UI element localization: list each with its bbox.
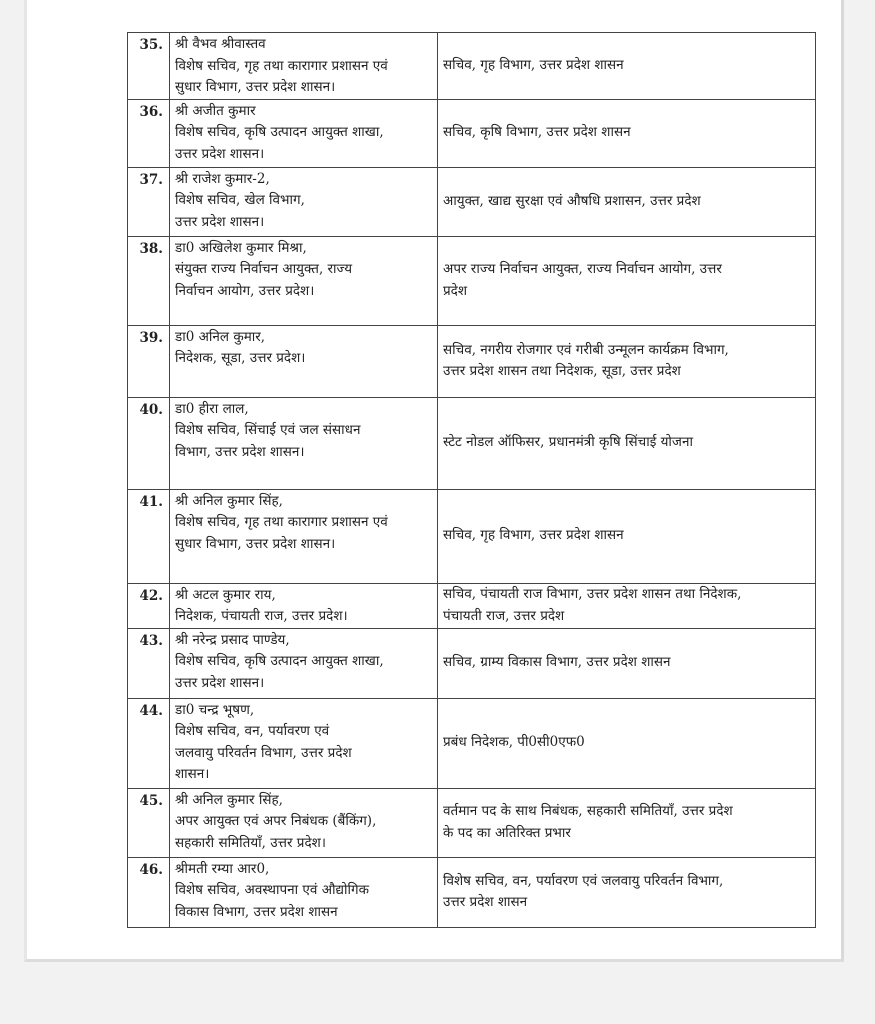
serial-number: 42. bbox=[128, 583, 170, 628]
officer-line: निदेशक, सूडा, उत्तर प्रदेश। bbox=[175, 350, 306, 366]
officer-line: विशेष सचिव, गृह तथा कारागार प्रशासन एवं bbox=[175, 57, 388, 74]
officer-cell bbox=[170, 628, 438, 698]
table-row bbox=[128, 698, 816, 788]
posting-line: उत्तर प्रदेश शासन तथा निदेशक, सूडा, उत्तर प्रदेश bbox=[443, 363, 681, 379]
new-posting-cell bbox=[438, 788, 816, 857]
serial-number: 37. bbox=[128, 167, 170, 236]
new-posting-cell bbox=[438, 33, 816, 100]
officer-line: श्री अनिल कुमार सिंह, bbox=[175, 791, 283, 808]
posting-line: के पद का अतिरिक्त प्रभार bbox=[443, 824, 571, 841]
posting-line: उत्तर प्रदेश शासन bbox=[443, 894, 528, 910]
posting-line: प्रदेश bbox=[443, 282, 468, 299]
officer-line: डा0 अनिल कुमार, bbox=[175, 328, 266, 345]
officer-line: विभाग, उत्तर प्रदेश शासन। bbox=[175, 443, 305, 460]
officer-line: सुधार विभाग, उत्तर प्रदेश शासन। bbox=[175, 79, 336, 95]
officer-line: विशेष सचिव, सिंचाई एवं जल संसाधन bbox=[175, 422, 361, 438]
table-row bbox=[128, 236, 816, 325]
officer-line: विशेष सचिव, अवस्थापना एवं औद्योगिक bbox=[175, 882, 369, 898]
posting-line: सचिव, पंचायती राज विभाग, उत्तर प्रदेश शासन तथा निदेशक, bbox=[443, 586, 742, 602]
new-posting-cell bbox=[438, 397, 816, 489]
officer-line: श्री नरेन्द्र प्रसाद पाण्डेय, bbox=[175, 631, 290, 648]
new-posting-cell bbox=[438, 583, 816, 628]
posting-line: वर्तमान पद के साथ निबंधक, सहकारी समितियाँ, उत्तर प्रदेश bbox=[443, 803, 733, 819]
new-posting-cell bbox=[438, 698, 816, 788]
serial-number: 39. bbox=[128, 325, 170, 397]
officer-line: डा0 अखिलेश कुमार मिश्रा, bbox=[175, 239, 307, 256]
posting-line: अपर राज्य निर्वाचन आयुक्त, राज्य निर्वाचन आयोग, उत्तर bbox=[443, 261, 722, 277]
posting-line: स्टेट नोडल ऑफिसर, प्रधानमंत्री कृषि सिंचाई योजना bbox=[443, 434, 693, 451]
posting-line: सचिव, गृह विभाग, उत्तर प्रदेश शासन bbox=[443, 57, 624, 73]
officer-line: जलवायु परिवर्तन विभाग, उत्तर प्रदेश bbox=[175, 744, 352, 761]
new-posting-cell bbox=[438, 857, 816, 927]
serial-number: 46. bbox=[128, 857, 170, 927]
officer-cell bbox=[170, 325, 438, 397]
serial-number: 38. bbox=[128, 236, 170, 325]
table-row bbox=[128, 583, 816, 628]
serial-number: 36. bbox=[128, 99, 170, 167]
serial-number: 45. bbox=[128, 788, 170, 857]
officer-line: उत्तर प्रदेश शासन। bbox=[175, 145, 265, 162]
officer-line: श्री अटल कुमार राय, bbox=[175, 586, 276, 603]
officer-line: सहकारी समितियाँ, उत्तर प्रदेश। bbox=[175, 834, 326, 851]
officer-line: विशेष सचिव, वन, पर्यावरण एवं bbox=[175, 723, 330, 739]
officer-cell bbox=[170, 583, 438, 628]
posting-line: प्रबंध निदेशक, पी0सी0एफ0 bbox=[443, 734, 585, 751]
table-row bbox=[128, 397, 816, 489]
serial-number: 40. bbox=[128, 397, 170, 489]
table-row bbox=[128, 788, 816, 857]
new-posting-cell bbox=[438, 167, 816, 236]
officer-line: निर्वाचन आयोग, उत्तर प्रदेश। bbox=[175, 282, 315, 299]
table-body bbox=[128, 33, 816, 928]
table-row bbox=[128, 167, 816, 236]
serial-number: 35. bbox=[128, 33, 170, 100]
table-row bbox=[128, 628, 816, 698]
officer-line: श्री अनिल कुमार सिंह, bbox=[175, 492, 283, 509]
officer-line: विशेष सचिव, कृषि उत्पादन आयुक्त शाखा, bbox=[175, 653, 384, 669]
officer-line: श्री वैभव श्रीवास्तव bbox=[175, 36, 266, 52]
officer-line: श्री अजीत कुमार bbox=[175, 102, 256, 119]
table-row bbox=[128, 489, 816, 583]
posting-line: पंचायती राज, उत्तर प्रदेश bbox=[443, 607, 565, 624]
officer-line: विकास विभाग, उत्तर प्रदेश शासन bbox=[175, 903, 338, 920]
officer-line: विशेष सचिव, कृषि उत्पादन आयुक्त शाखा, bbox=[175, 124, 384, 140]
officer-cell bbox=[170, 788, 438, 857]
new-posting-cell bbox=[438, 99, 816, 167]
officer-line: शासन। bbox=[175, 766, 210, 782]
officer-line: संयुक्त राज्य निर्वाचन आयुक्त, राज्य bbox=[175, 261, 353, 277]
posting-line: विशेष सचिव, वन, पर्यावरण एवं जलवायु परिवर्तन विभाग, bbox=[443, 872, 724, 889]
officer-line: श्री राजेश कुमार-2, bbox=[175, 170, 270, 187]
officer-line: विशेष सचिव, खेल विभाग, bbox=[175, 192, 305, 208]
officer-line: विशेष सचिव, गृह तथा कारागार प्रशासन एवं bbox=[175, 514, 388, 530]
serial-number: 44. bbox=[128, 698, 170, 788]
table-row bbox=[128, 33, 816, 100]
posting-line: सचिव, ग्राम्य विकास विभाग, उत्तर प्रदेश शासन bbox=[443, 654, 671, 671]
officer-cell bbox=[170, 489, 438, 583]
officer-cell bbox=[170, 99, 438, 167]
officer-line: डा0 चन्द्र भूषण, bbox=[175, 701, 255, 718]
new-posting-cell bbox=[438, 236, 816, 325]
new-posting-cell bbox=[438, 489, 816, 583]
officer-line: अपर आयुक्त एवं अपर निबंधक (बैंकिंग), bbox=[175, 813, 377, 829]
officer-cell bbox=[170, 698, 438, 788]
posting-line: सचिव, गृह विभाग, उत्तर प्रदेश शासन bbox=[443, 527, 624, 544]
officer-line: निदेशक, पंचायती राज, उत्तर प्रदेश। bbox=[175, 608, 348, 624]
posting-line: सचिव, नगरीय रोजगार एवं गरीबी उन्मूलन कार्यक्रम विभाग, bbox=[443, 341, 729, 358]
serial-number: 41. bbox=[128, 489, 170, 583]
table-row bbox=[128, 99, 816, 167]
serial-number: 43. bbox=[128, 628, 170, 698]
new-posting-cell bbox=[438, 325, 816, 397]
officer-line: सुधार विभाग, उत्तर प्रदेश शासन। bbox=[175, 535, 336, 552]
officer-cell bbox=[170, 857, 438, 927]
officer-line: डा0 हीरा लाल, bbox=[175, 400, 249, 417]
transfer-order-table bbox=[127, 32, 816, 928]
officer-line: उत्तर प्रदेश शासन। bbox=[175, 674, 265, 691]
new-posting-cell bbox=[438, 628, 816, 698]
officer-cell bbox=[170, 33, 438, 100]
officer-cell bbox=[170, 397, 438, 489]
posting-line: आयुक्त, खाद्य सुरक्षा एवं औषधि प्रशासन, उत्तर प्रदेश bbox=[443, 192, 701, 209]
officer-cell bbox=[170, 236, 438, 325]
officer-line: उत्तर प्रदेश शासन। bbox=[175, 213, 265, 230]
table-row bbox=[128, 857, 816, 927]
posting-line: सचिव, कृषि विभाग, उत्तर प्रदेश शासन bbox=[443, 124, 631, 141]
officer-cell bbox=[170, 167, 438, 236]
officer-line: श्रीमती रम्या आर0, bbox=[175, 860, 270, 877]
table-row bbox=[128, 325, 816, 397]
document-page bbox=[24, 0, 844, 962]
